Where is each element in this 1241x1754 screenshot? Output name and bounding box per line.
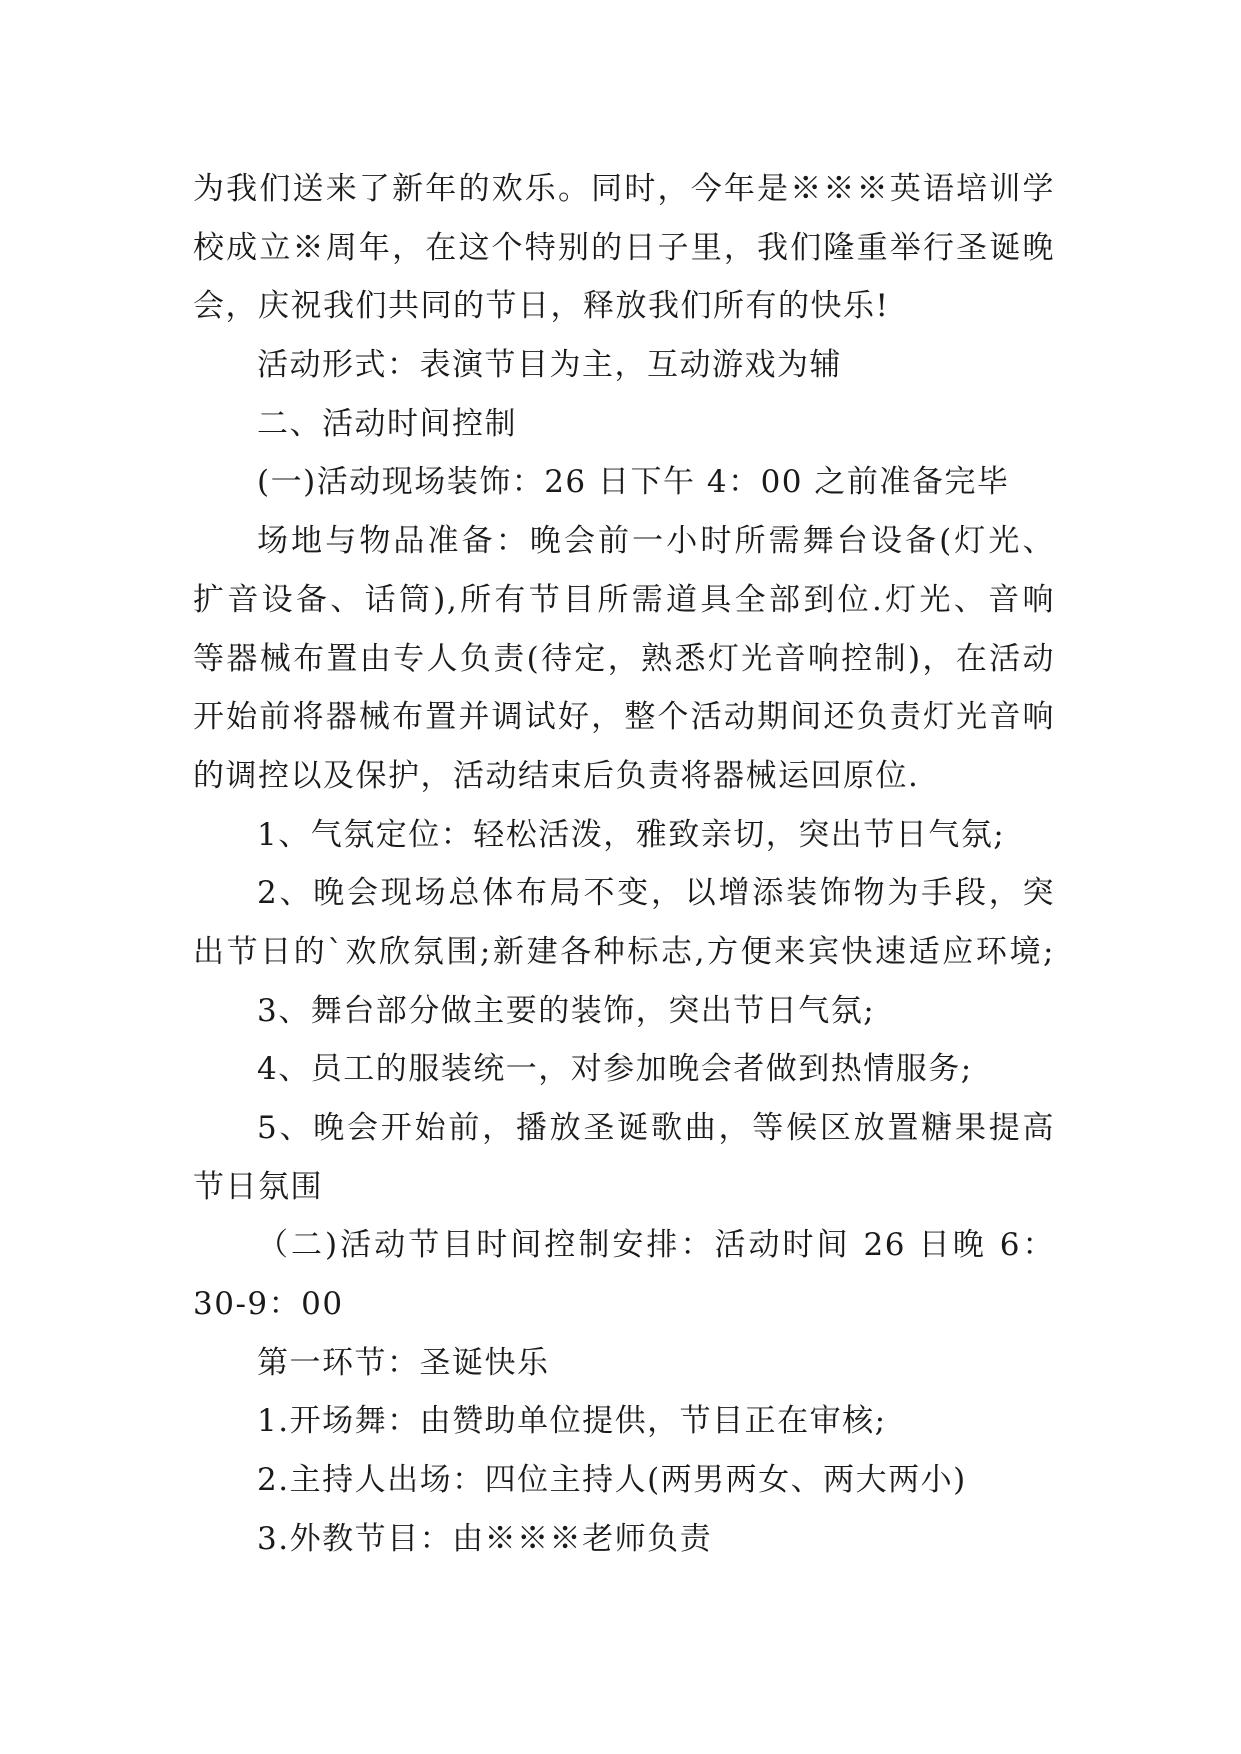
text-line: 节日氛围	[193, 1168, 323, 1205]
text-line: 第一环节：圣诞快乐	[257, 1344, 550, 1381]
text-line: 3.外教节目：由※※※老师负责	[257, 1520, 713, 1557]
text-line: （二)活动节目时间控制安排：活动时间 26 日晚 6：	[257, 1227, 1055, 1264]
text-line: 3、舞台部分做主要的装饰，突出节日气氛;	[257, 992, 876, 1029]
text-line: 扩音设备、话筒),所有节目所需道具全部到位.灯光、音响	[193, 581, 1055, 618]
text-line: 2.主持人出场：四位主持人(两男两女、两大两小)	[257, 1462, 967, 1499]
text-line: 为我们送来了新年的欢乐。同时，今年是※※※英语培训学	[193, 171, 1055, 207]
text-line: 2、晚会现场总体布局不变，以增添装饰物为手段，突	[257, 875, 1055, 912]
text-line: 1、气氛定位：轻松活泼，雅致亲切，突出节日气氛;	[257, 816, 1006, 853]
text-line: 场地与物品准备：晚会前一小时所需舞台设备(灯光、	[257, 523, 1055, 560]
text-line: 的调控以及保护，活动结束后负责将器械运回原位.	[193, 757, 920, 794]
document-body	[193, 160, 1055, 1569]
text-line: 4、员工的服装统一，对参加晚会者做到热情服务;	[257, 1051, 973, 1088]
text-line: 等器械布置由专人负责(待定，熟悉灯光音响控制)，在活动	[193, 640, 1055, 677]
text-line: 开始前将器械布置并调试好，整个活动期间还负责灯光音响	[193, 699, 1055, 736]
text-line: 会，庆祝我们共同的节日，释放我们所有的快乐!	[193, 288, 890, 325]
text-line: 校成立※周年，在这个特别的日子里，我们隆重举行圣诞晚	[193, 229, 1055, 266]
text-line: 30-9：00	[193, 1286, 344, 1323]
text-line: (一)活动现场装饰：26 日下午 4：00 之前准备完毕	[257, 464, 1010, 501]
text-line: 二、活动时间控制	[257, 405, 517, 442]
text-line: 活动形式：表演节目为主，互动游戏为辅	[257, 347, 842, 384]
text-line: 出节日的`欢欣氛围;新建各种标志,方便来宾快速适应环境;	[193, 933, 1055, 970]
text-line: 1.开场舞：由赞助单位提供，节目正在审核;	[257, 1403, 887, 1440]
text-line: 5、晚会开始前，播放圣诞歌曲，等候区放置糖果提高	[257, 1110, 1055, 1146]
